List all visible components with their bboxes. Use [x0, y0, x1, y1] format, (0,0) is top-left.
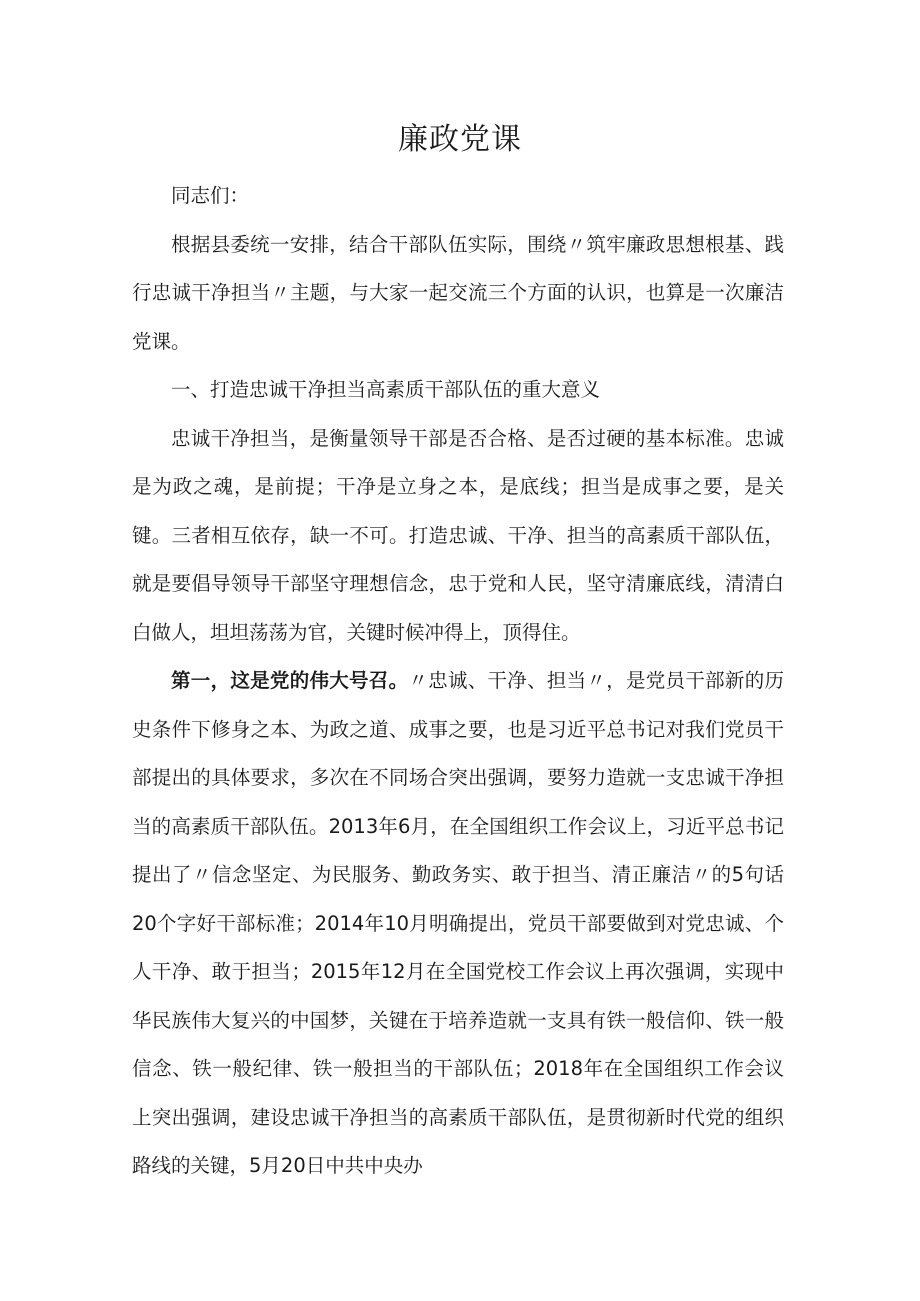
first-point-lead: 第一，这是党的伟大号召。 — [171, 669, 409, 692]
first-point-text: 〃忠诚、干净、担当〃，是党员干部新的历史条件下修身之本、为政之道、成事之要，也是习近平总书记对我们党员干部提出的具体要求，多次在不同场合突出强调，要努力造就一支忠诚干净担当的高素质干部队伍。2013年6月，在全国组织工作会议上，习近平总书记提出了〃信念坚定、为民服务、勤政务实、敢于担当、清正廉洁〃的5句话20个字好干部标准；2014年10月明确提出，党员干部要做到对党忠诚、个人干净、敢于担当；2015年12月在全国党校工作会议上再次强调，实现中华民族伟大复兴的中国梦，关键在于培养造就一支具有铁一般信仰、铁一般信念、铁一般纪律、铁一般担当的干部队伍；2018年在全国组织工作会议上突出强调，建设忠诚干净担当的高素质干部队伍，是贯彻新时代党的组织路线的关键，5月20日中共中央办 — [132, 669, 784, 1177]
paragraph-standard: 忠诚干净担当，是衡量领导干部是否合格、是否过硬的基本标准。忠诚是为政之魂，是前提；干净是立身之本，是底线；担当是成事之要，是关键。三者相互依存，缺一不可。打造忠诚、干净、担当的高素质干部队伍，就是要倡导领导干部坚守理想信念，忠于党和人民，坚守清廉底线，清清白白做人，坦坦荡荡为官，关键时候冲得上，顶得住。 — [132, 426, 784, 644]
document-title: 廉政党课 — [398, 122, 522, 157]
section-heading-1: 一、打造忠诚干净担当高素质干部队伍的重大意义 — [171, 378, 601, 401]
salutation: 同志们： — [171, 184, 250, 207]
document-body — [132, 172, 784, 1191]
paragraph-first-point — [132, 657, 784, 1191]
paragraph-intro: 根据县委统一安排，结合干部队伍实际，围绕〃筑牢廉政思想根基、践行忠诚干净担当〃主题，与大家一起交流三个方面的认识，也算是一次廉洁党课。 — [132, 232, 784, 353]
